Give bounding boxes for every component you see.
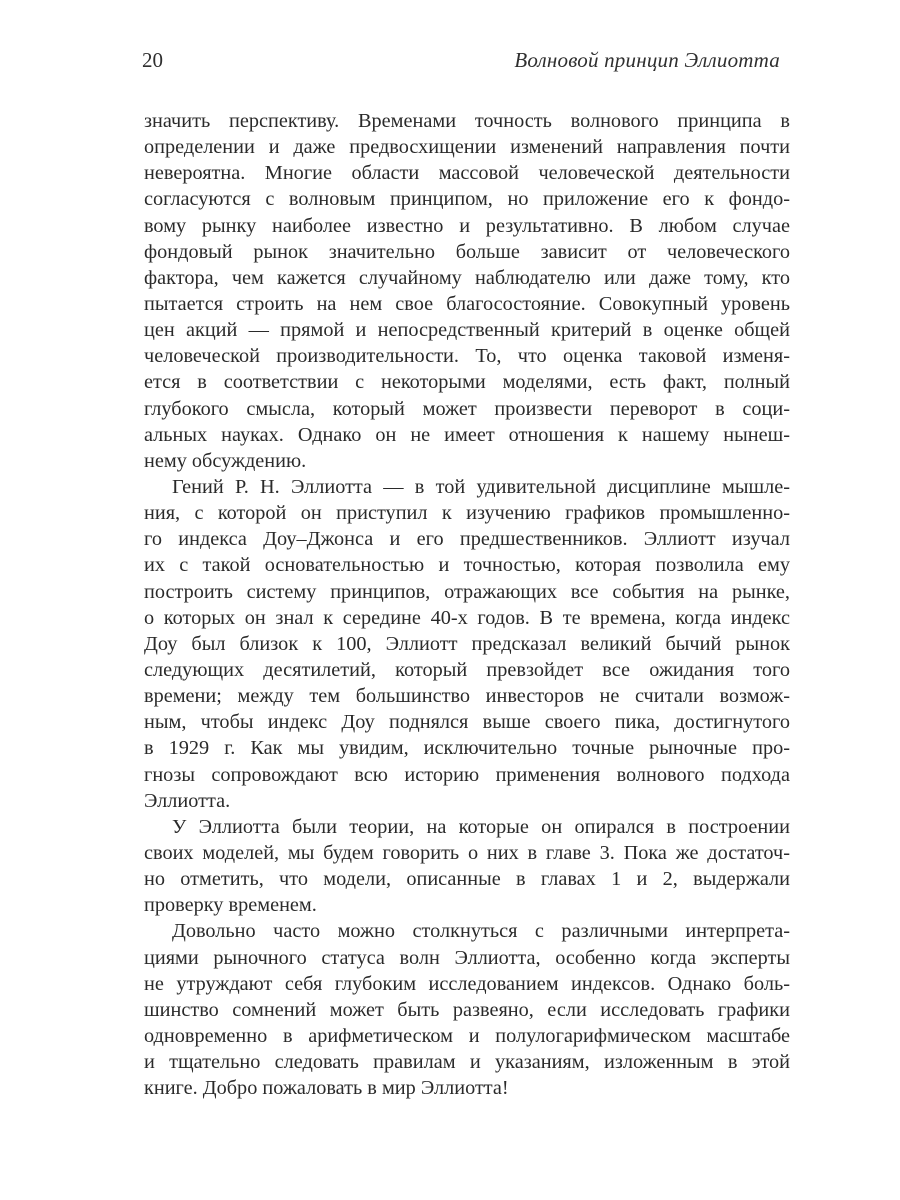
text-line: фондовый рынок значительно больше зависит от человеческого	[144, 240, 790, 263]
text-line: определении и даже предвосхищении изменений направления почти	[144, 136, 790, 159]
text-line: глубокого смысла, который может произвести переворот в соци-	[144, 397, 790, 420]
text-line: альных науках. Однако он не имеет отношения к нашему нынеш-	[144, 423, 790, 446]
running-head	[142, 48, 802, 78]
text-line: Эллиотта.	[144, 789, 231, 812]
text-line: циями рыночного статуса волн Эллиотта, особенно когда эксперты	[144, 946, 790, 969]
text-line: вому рынку наиболее известно и результативно. В любом случае	[144, 214, 790, 237]
text-line: построить систему принципов, отражающих все события на рынке,	[144, 580, 790, 603]
text-line: проверку временем.	[144, 894, 317, 917]
text-line: Гений Р. Н. Эллиотта — в той удивительной дисциплине мышле-	[172, 475, 790, 498]
running-title: Волновой принцип Эллиотта	[514, 48, 780, 72]
paragraph	[144, 918, 790, 1101]
text-line: согласуются с волновым принципом, но приложение его к фондо-	[144, 188, 790, 211]
text-line: не утруждают себя глубоким исследованием индексов. Однако боль-	[144, 972, 790, 995]
text-line: ным, чтобы индекс Доу поднялся выше своего пика, достигнутого	[144, 711, 790, 734]
text-line: одновременно в арифметическом и полулогарифмическом масштабе	[144, 1024, 790, 1047]
text-line: и тщательно следовать правилам и указаниям, изложенным в этой	[144, 1051, 790, 1074]
text-line: шинство сомнений может быть развеяно, если исследовать графики	[144, 998, 790, 1021]
paragraph	[144, 108, 790, 474]
text-line: Доу был близок к 100, Эллиотт предсказал великий бычий рынок	[144, 632, 790, 655]
text-line: ния, с которой он приступил к изучению графиков промышленно-	[144, 502, 790, 525]
text-line: цен акций — прямой и непосредственный критерий в оценке общей	[144, 319, 790, 342]
text-line: фактора, чем кажется случайному наблюдателю или даже тому, кто	[144, 266, 790, 289]
text-line: ется в соответствии с некоторыми моделями, есть факт, полный	[144, 371, 790, 394]
text-line: нему обсуждению.	[144, 449, 307, 472]
text-line: гнозы сопровождают всю историю применения волнового подхода	[144, 763, 790, 786]
text-line: книге. Добро пожаловать в мир Эллиотта!	[144, 1077, 509, 1100]
text-line: о которых он знал к середине 40-х годов. В те времена, когда индекс	[144, 606, 790, 629]
page-number: 20	[142, 48, 163, 72]
paragraph	[144, 814, 790, 919]
text-line: го индекса Доу–Джонса и его предшественников. Эллиотт изучал	[144, 528, 790, 551]
text-line: своих моделей, мы будем говорить о них в главе 3. Пока же достаточ-	[144, 841, 790, 864]
text-line: но отметить, что модели, описанные в главах 1 и 2, выдержали	[144, 868, 790, 891]
text-line: в 1929 г. Как мы увидим, исключительно точные рыночные про-	[144, 737, 790, 760]
text-line: пытается строить на нем свое благосостояние. Совокупный уровень	[144, 292, 790, 315]
text-line: времени; между тем большинство инвесторов не считали возмож-	[144, 685, 790, 708]
body-text	[144, 108, 790, 1101]
paragraph	[144, 474, 790, 814]
text-line: невероятна. Многие области массовой человеческой деятельности	[144, 162, 790, 185]
text-line: следующих десятилетий, который превзойдет все ожидания того	[144, 658, 790, 681]
text-line: значить перспективу. Временами точность волнового принципа в	[144, 110, 790, 132]
text-line: их с такой основательностью и точностью, которая позволила ему	[144, 554, 790, 577]
text-line: человеческой производительности. То, что оценка таковой изменя-	[144, 345, 790, 368]
text-line: У Эллиотта были теории, на которые он опирался в построении	[172, 815, 790, 838]
text-line: Довольно часто можно столкнуться с различными интерпрета-	[172, 920, 790, 943]
